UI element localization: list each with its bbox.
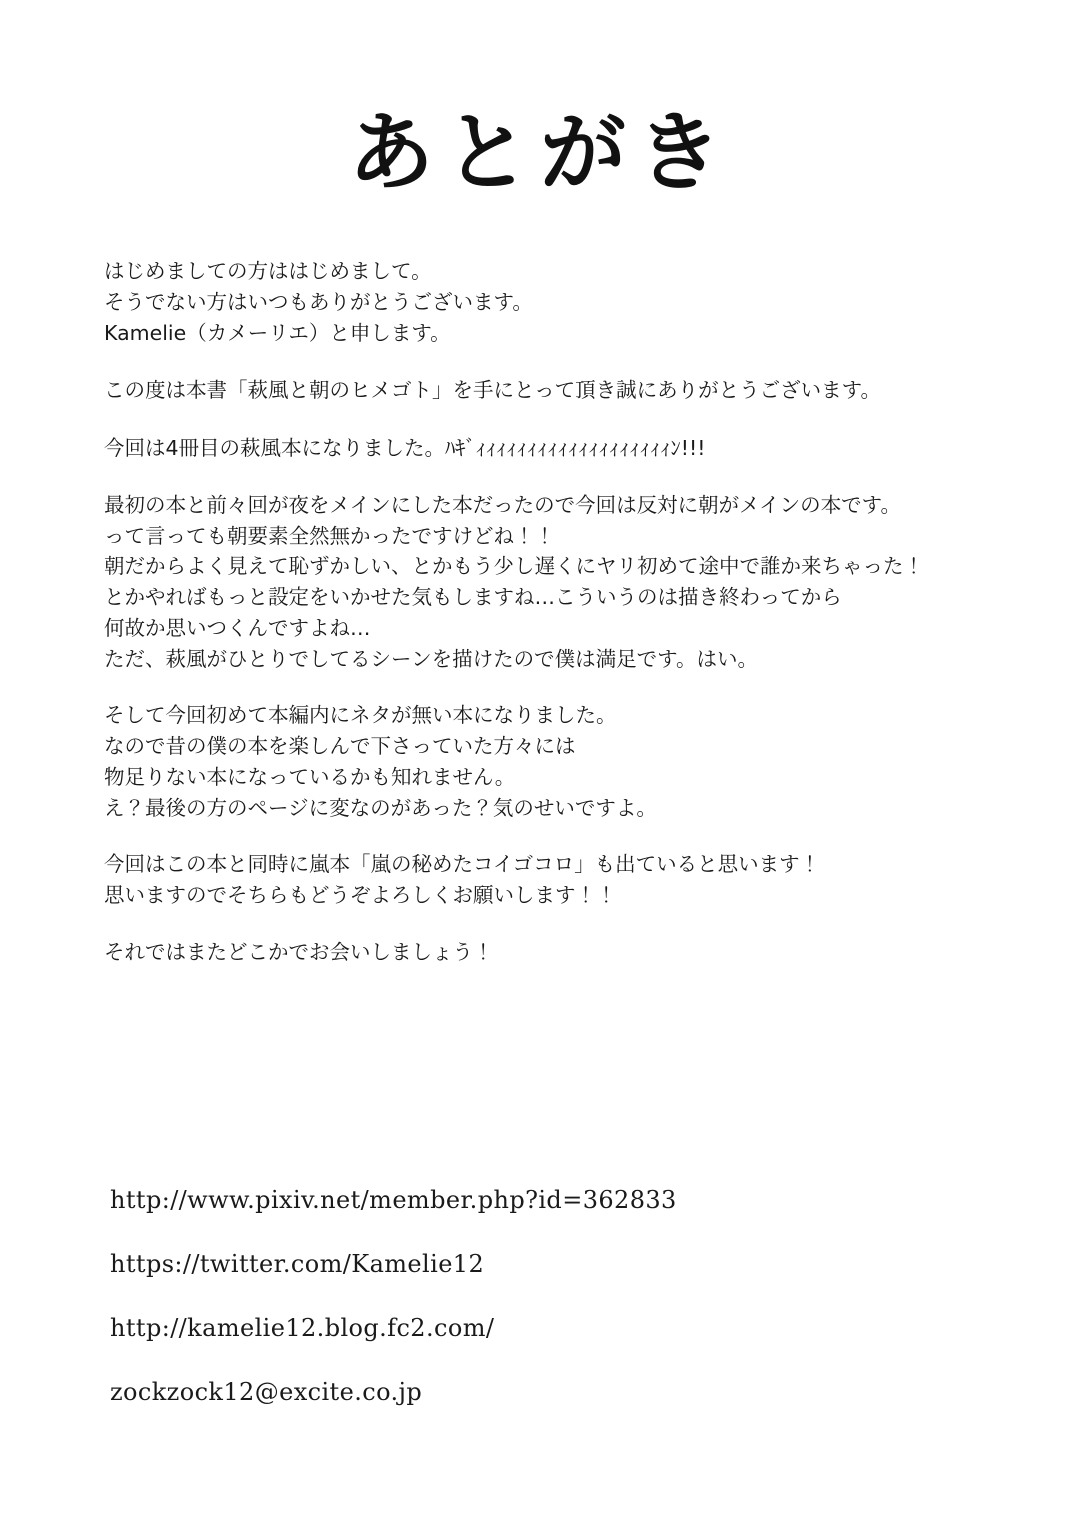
text-line: はじめましての方ははじめまして。 [104, 259, 432, 283]
text-line: 何故か思いつくんですよね… [104, 615, 371, 640]
text-line: それではまたどこかでお会いしましょう！ [104, 939, 494, 964]
page-title: あとがき [348, 103, 732, 203]
link-pixiv[interactable]: http://www.pixiv.net/member.php?id=362833 [110, 1186, 677, 1214]
paragraph-farewell [104, 937, 984, 968]
text-line: この度は本書「萩風と朝のヒメゴト」を手にとって頂き誠にありがとうございます。 [104, 378, 881, 403]
paragraph-other-book [104, 849, 984, 911]
text-line: Kamelie（カメーリエ）と申します。 [104, 321, 451, 346]
text-line: そうでない方はいつもありがとうございます。 [104, 290, 533, 315]
link-twitter[interactable]: https://twitter.com/Kamelie12 [110, 1250, 485, 1278]
text-line: ただ、萩風がひとりでしてるシーンを描けたので僕は満足です。はい。 [104, 646, 758, 671]
text-line: 最初の本と前々回が夜をメインにした本だったので今回は反対に朝がメインの本です。 [104, 492, 902, 517]
paragraph-no-gag [104, 700, 984, 823]
text-line: なので昔の僕の本を楽しんで下さっていた方々には [104, 734, 576, 759]
text-line: って言っても朝要素全然無かったですけどね！！ [104, 523, 555, 548]
afterword-body [104, 256, 984, 994]
paragraph-morning-theme [104, 490, 984, 675]
text-line: 物足りない本になっているかも知れません。 [104, 764, 516, 789]
text-line: そして今回初めて本編内にネタが無い本になりました。 [104, 703, 617, 728]
link-blog[interactable]: http://kamelie12.blog.fc2.com/ [110, 1314, 495, 1342]
link-email[interactable]: zockzock12@excite.co.jp [110, 1378, 423, 1406]
paragraph-greeting [104, 256, 984, 349]
text-line: 思いますのでそちらもどうぞよろしくお願いします！！ [104, 883, 617, 908]
text-line: 朝だからよく見えて恥ずかしい、とかもう少し遅くにヤリ初めて途中で誰か来ちゃった！ [104, 554, 924, 579]
text-line: 今回はこの本と同時に嵐本「嵐の秘めたコイゴコロ」も出ていると思います！ [104, 852, 821, 877]
contact-links [110, 1186, 980, 1406]
text-line: とかやればもっと設定をいかせた気もしますね…こういうのは描き終わってから [104, 585, 842, 610]
paragraph-fourth-book [104, 433, 984, 464]
text-line: 今回は4冊目の萩風本になりました。ﾊｷﾞｨｨｨｨｨｨｨｨｨｨｨｨｨｨｨｨｨｨｨﾝ!!! [104, 435, 706, 460]
paragraph-thanks [104, 375, 984, 406]
text-line: え？最後の方のページに変なのがあった？気のせいですよ。 [104, 795, 657, 820]
